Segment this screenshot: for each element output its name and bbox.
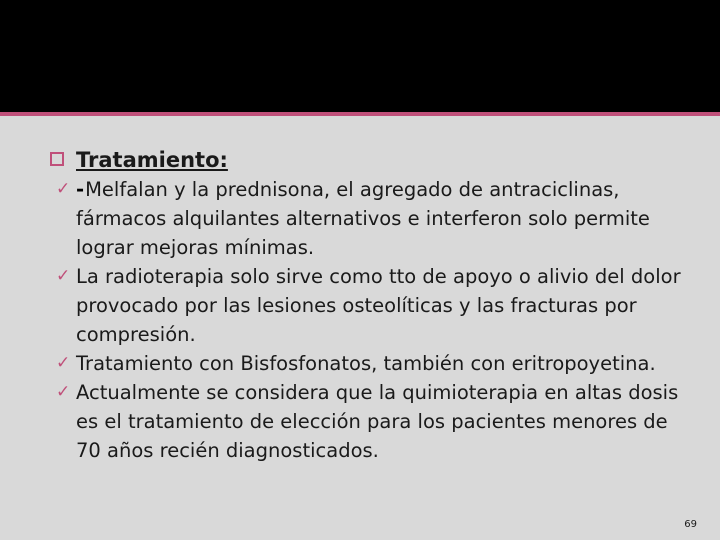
list-item: [44, 349, 694, 378]
list-item: [44, 378, 694, 465]
accent-rule: [0, 112, 720, 116]
checkmark-icon: ✓: [56, 382, 71, 402]
item-prefix: -: [76, 178, 85, 201]
list-item: [44, 262, 694, 349]
list-item: [44, 175, 694, 262]
section-heading: [44, 146, 694, 175]
item-text: La radioterapia solo sirve como tto de apoyo o alivio del dolor provocado por las lesiones osteolíticas y las fracturas por compresión.: [76, 265, 681, 346]
slide-content: [44, 146, 694, 465]
heading-text: Tratamiento:: [76, 148, 228, 172]
title-band: [0, 0, 720, 112]
checkmark-icon: ✓: [56, 353, 71, 373]
square-bullet-icon: [50, 152, 64, 166]
checkmark-icon: ✓: [56, 179, 71, 199]
item-text: Actualmente se considera que la quimioterapia en altas dosis es el tratamiento de elección para los pacientes menores de 70 años recién diagnosticados.: [76, 381, 679, 462]
item-text: Melfalan y la prednisona, el agregado de antraciclinas, fármacos alquilantes alternativos e interferon solo permite lograr mejoras mínimas.: [76, 178, 650, 259]
page-number: 69: [684, 519, 697, 530]
item-text: Tratamiento con Bisfosfonatos, también con eritropoyetina.: [76, 352, 656, 375]
checkmark-icon: ✓: [56, 266, 71, 286]
